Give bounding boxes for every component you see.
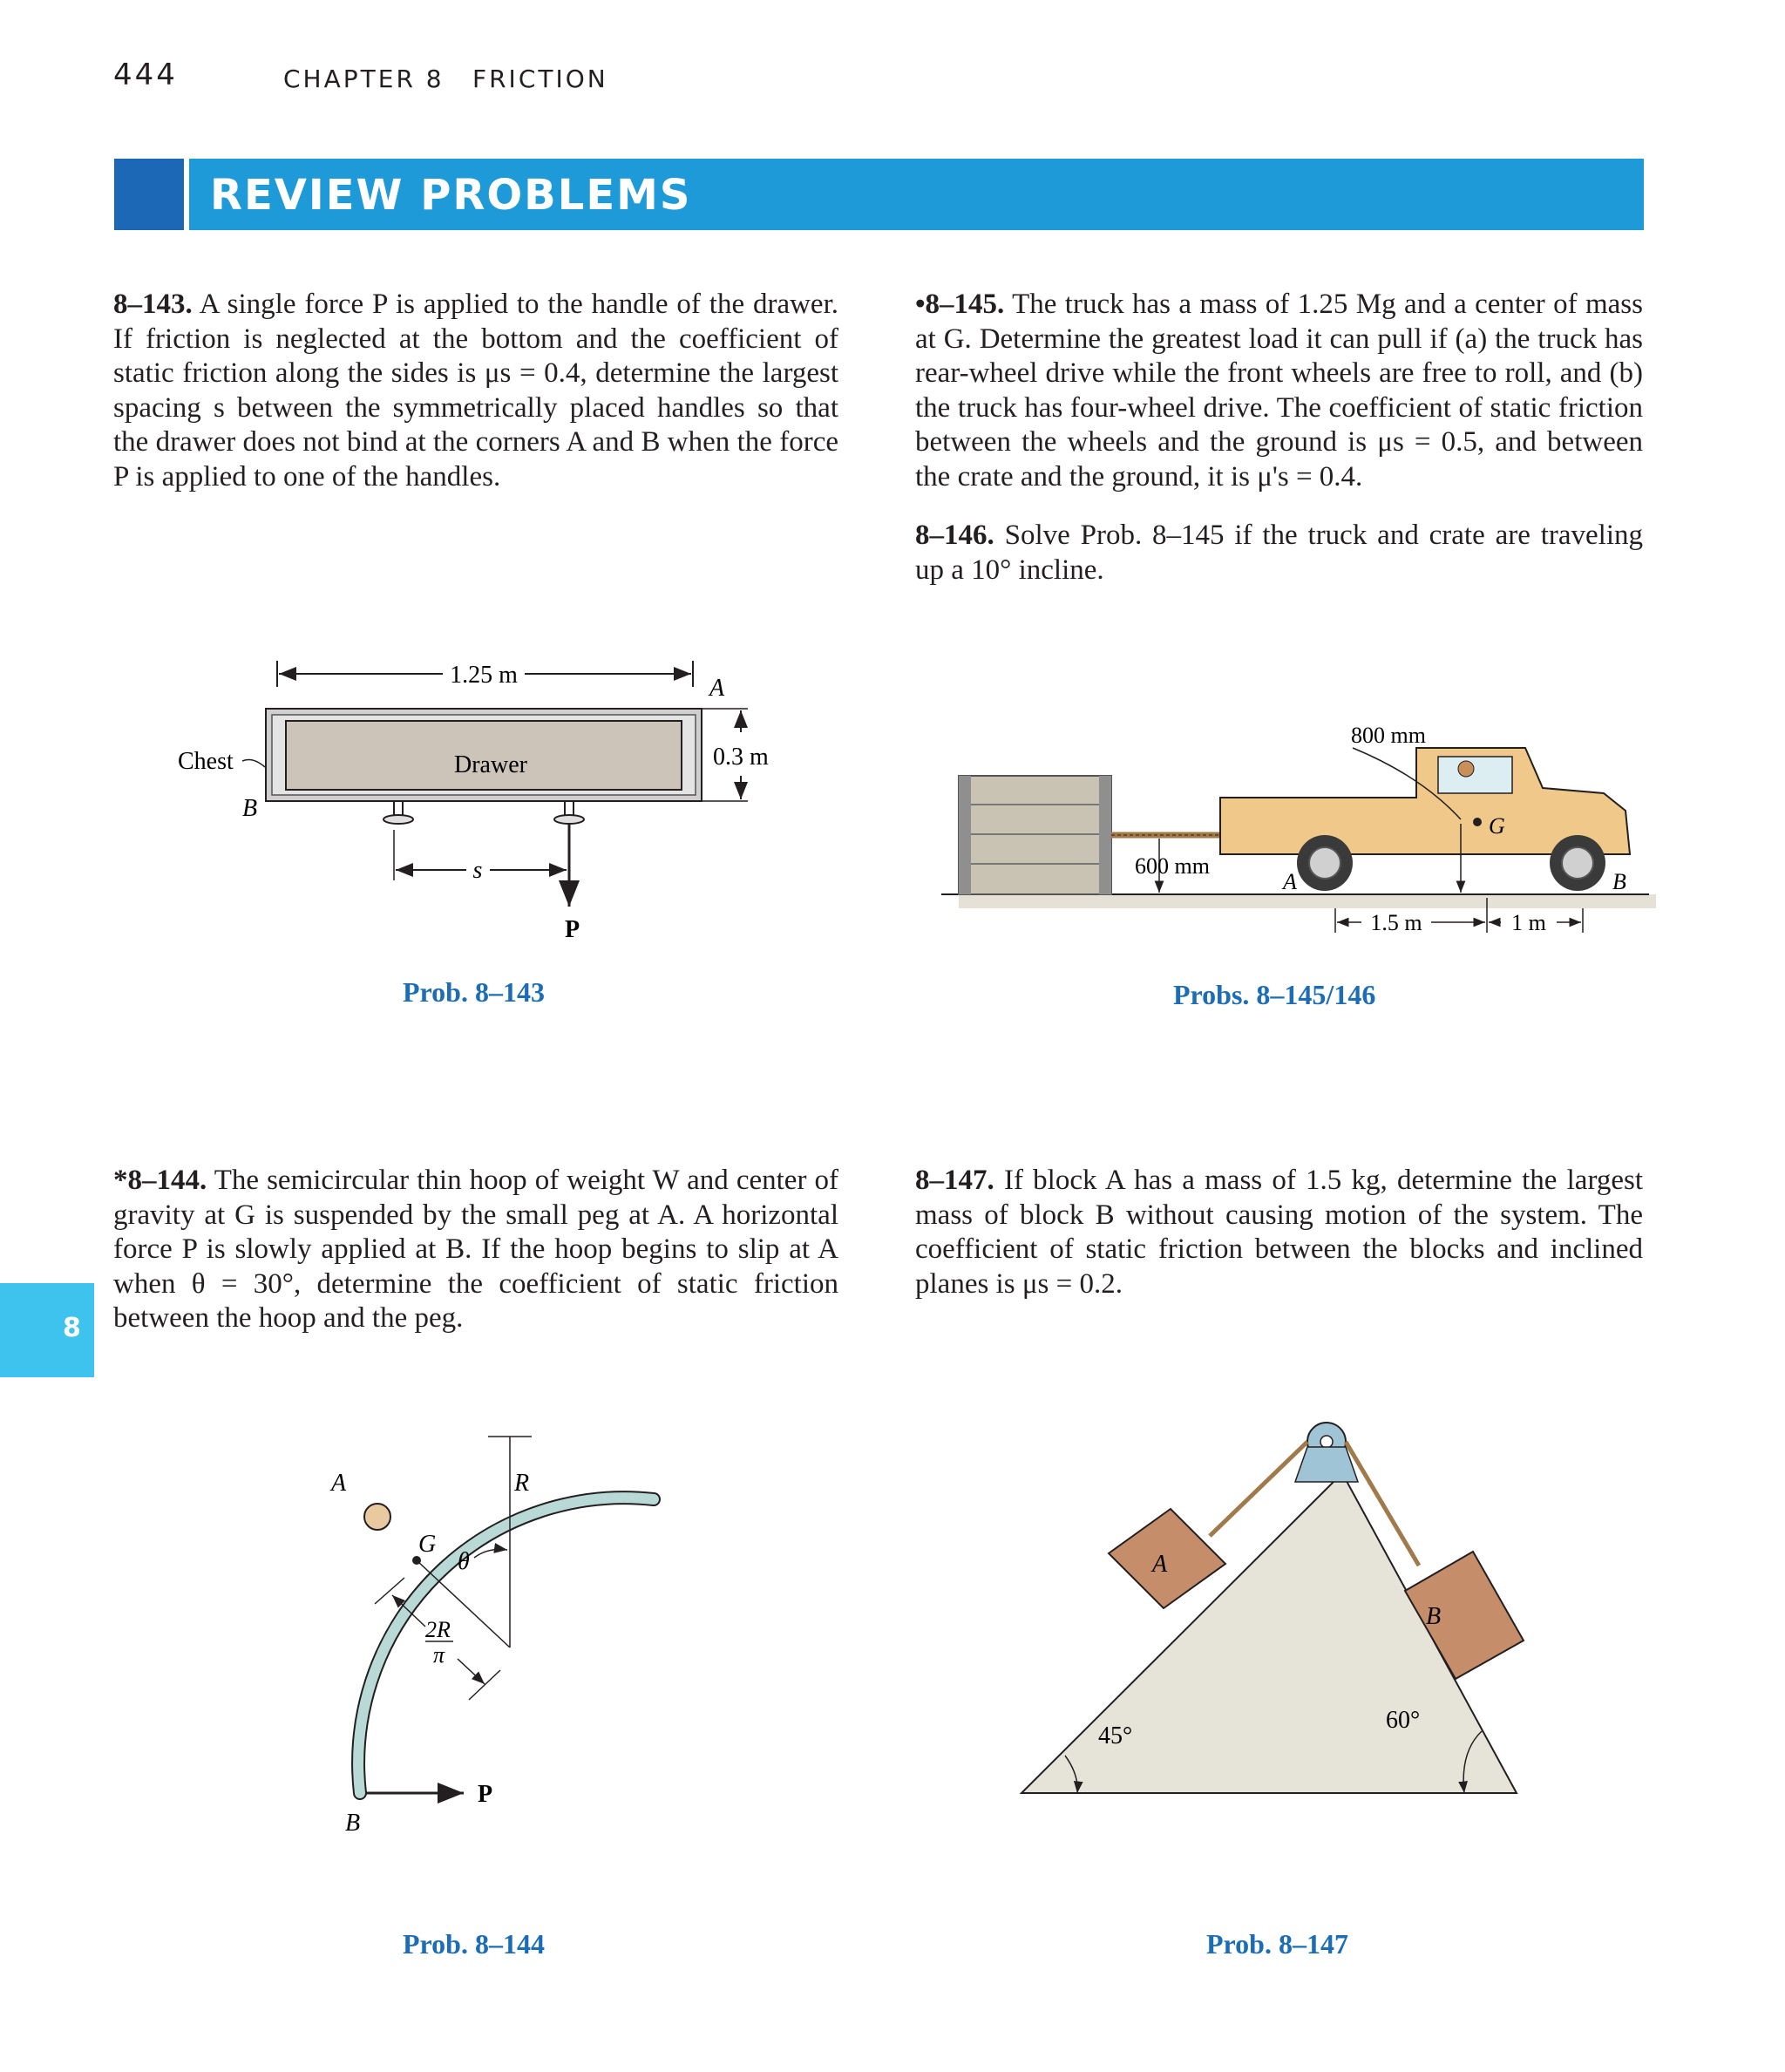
problem-8-145 xyxy=(915,288,1643,495)
dim-front-label: 1 m xyxy=(1511,910,1546,935)
figure-8-147 xyxy=(1011,1412,1534,1804)
caption-8-144: Prob. 8–144 xyxy=(403,1928,545,1960)
semicircular-hoop xyxy=(358,1498,654,1793)
right-angle-label: 60° xyxy=(1386,1707,1421,1734)
chapter-tab xyxy=(0,1283,94,1377)
problem-number: *8–144. xyxy=(113,1165,207,1196)
problem-number: 8–146. xyxy=(915,520,994,551)
drawer-label: Drawer xyxy=(454,751,527,778)
cg-label: G xyxy=(1489,813,1505,839)
left-handle xyxy=(383,801,413,824)
peg-label: A xyxy=(331,1470,347,1497)
problem-number: •8–145. xyxy=(915,289,1005,320)
front-wheel-label: B xyxy=(1612,869,1626,894)
caption-8-143: Prob. 8–143 xyxy=(403,976,545,1008)
offset-denominator: π xyxy=(433,1642,445,1668)
chapter-label: CHAPTER 8 xyxy=(283,65,445,93)
angle-label: θ xyxy=(458,1548,470,1575)
right-handle xyxy=(554,801,584,824)
corner-b-label: B xyxy=(242,795,258,822)
hitch-height-label: 600 mm xyxy=(1135,853,1210,879)
end-label: B xyxy=(345,1810,361,1837)
dim-height-label: 0.3 m xyxy=(713,744,769,771)
peg xyxy=(364,1504,390,1530)
section-title: REVIEW PROBLEMS xyxy=(210,171,692,220)
page-number: 444 xyxy=(113,58,178,92)
crate xyxy=(959,776,1111,894)
section-banner xyxy=(114,159,1644,230)
problem-8-146 xyxy=(915,519,1643,588)
figure-8-143 xyxy=(166,645,793,959)
caption-8-145-146: Probs. 8–145/146 xyxy=(1173,979,1376,1010)
problem-text: Solve Prob. 8–145 if the truck and crate are traveling up a 10° incline. xyxy=(915,520,1644,586)
cg-label: G xyxy=(418,1531,437,1558)
problem-8-144 xyxy=(113,1164,838,1336)
problem-text: A single force P is applied to the handle of the drawer. If friction is neglected at the bottom and the coefficient of static friction along the sides is μs = 0.4, determine the largest spacing s between the symmetrically placed handles so that the drawer does not bind at the corners A and B when the force P is applied to one of the handles. xyxy=(113,289,838,493)
problem-number: 8–147. xyxy=(915,1165,994,1196)
problem-8-147 xyxy=(915,1164,1643,1301)
figure-8-144 xyxy=(279,1412,680,1837)
banner-square xyxy=(114,159,184,230)
offset-numerator: 2R xyxy=(425,1617,451,1642)
left-angle-label: 45° xyxy=(1098,1722,1133,1749)
force-label: P xyxy=(478,1781,493,1808)
spacing-label: s xyxy=(472,857,483,884)
cg-height-label: 800 mm xyxy=(1351,723,1426,748)
dim-rear-label: 1.5 m xyxy=(1370,910,1422,935)
ground xyxy=(959,894,1656,908)
problem-text: The truck has a mass of 1.25 Mg and a center of mass at G. Determine the greatest load it can pull if (a) the truck has rear-wheel drive while the front wheels are free to roll, and (b) the truck has four-wheel drive. The coefficient of static friction between the wheels and the ground is μs = 0.5, and between the crate and the ground, it is μ's = 0.4. xyxy=(915,289,1643,493)
block-b-label: B xyxy=(1426,1603,1442,1630)
figure-8-145 xyxy=(933,724,1656,959)
problem-number: 8–143. xyxy=(113,289,193,320)
cg-point xyxy=(1473,818,1482,826)
rear-wheel-label: A xyxy=(1283,869,1297,894)
chest-label: Chest xyxy=(178,748,234,775)
caption-8-147: Prob. 8–147 xyxy=(1206,1928,1348,1960)
problem-text: If block A has a mass of 1.5 kg, determine the largest mass of block B without causing motion of the system. The coefficient of static friction between the blocks and inclined planes is μs = 0.2. xyxy=(915,1165,1644,1300)
corner-a-label: A xyxy=(709,675,725,702)
chapter-tab-label: 8 xyxy=(63,1313,81,1343)
radius-label: R xyxy=(514,1470,530,1497)
dim-length-label: 1.25 m xyxy=(450,662,518,689)
force-label: P xyxy=(565,916,580,943)
block-a-label: A xyxy=(1152,1551,1168,1578)
truck xyxy=(1220,748,1630,891)
chapter-title: FRICTION xyxy=(472,65,608,93)
problem-8-143 xyxy=(113,288,838,495)
problem-text: The semicircular thin hoop of weight W and center of gravity at G is suspended by the small peg at A. A horizontal force P is slowly applied at B. If the hoop begins to slip at A when θ = 30°, determine the coefficient of static friction between the hoop and the peg. xyxy=(113,1165,838,1335)
